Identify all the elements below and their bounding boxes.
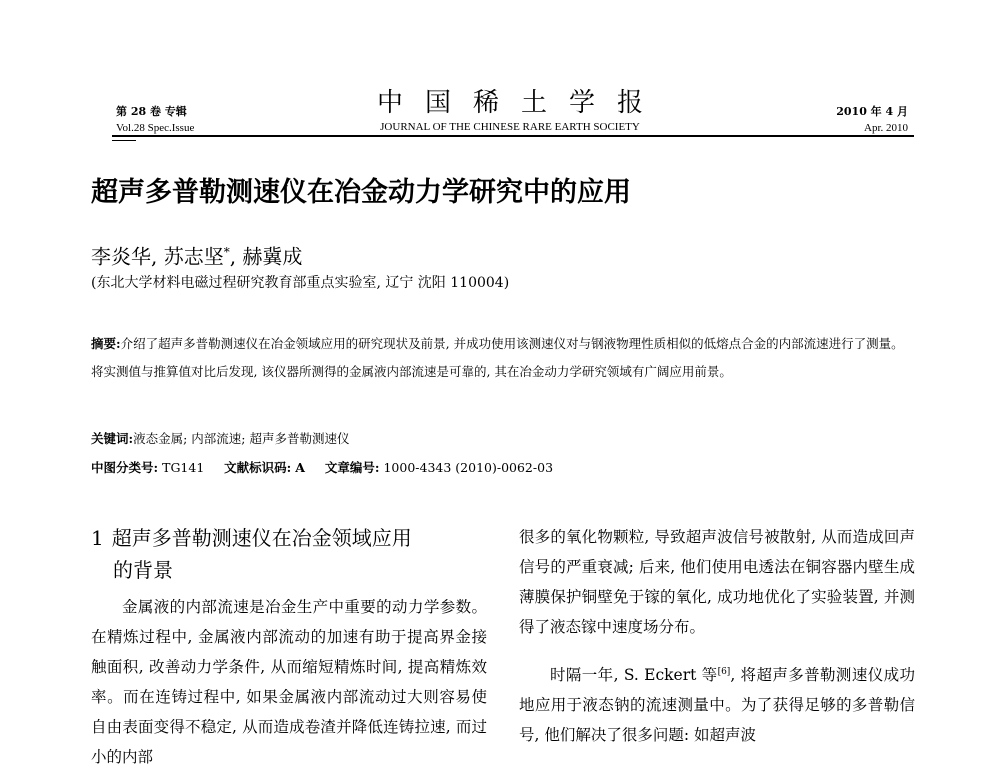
journal-title-en: JOURNAL OF THE CHINESE RARE EARTH SOCIETY (380, 121, 640, 133)
corresponding-author-mark: * (223, 245, 230, 259)
date-en: Apr. 2010 (864, 122, 908, 134)
abstract (91, 330, 911, 386)
section-title-line2: 的背景 (113, 558, 173, 582)
affiliation: (东北大学材料电磁过程研究教育部重点实验室, 辽宁 沈阳 110004) (91, 275, 510, 291)
keywords-text: 液态金属; 内部流速; 超声多普勒测速仪 (133, 431, 350, 446)
authors-last: , 赫冀成 (229, 244, 303, 269)
section-title-line1: 超声多普勒测速仪在冶金领域应用 (111, 526, 412, 550)
clc-value: TG141 (162, 460, 205, 475)
doc-code-label: 文献标识码: (224, 460, 292, 475)
header-rule (112, 135, 914, 137)
authors (91, 238, 302, 271)
journal-header (330, 86, 690, 134)
left-column (91, 522, 487, 772)
body-paragraph (519, 660, 915, 750)
abstract-label: 摘要: (91, 336, 121, 351)
classification-line (91, 458, 553, 478)
paragraph-text: 时隔一年, S. Eckert 等 (550, 666, 718, 684)
body-paragraph: 金属液的内部流速是冶金生产中重要的动力学参数。在精炼过程中, 金属液内部流动的加速有助于提高界金接触面积, 改善动力学条件, 从而缩短精炼时间, 提高精炼效率。而在连铸过程中, 如果金属液内部流动过大则容易使自由表面变得不稳定, 从而造成卷渣并降低连铸拉速, 而过小的内部 (91, 598, 487, 766)
abstract-text: 介绍了超声多普勒测速仪在冶金领域应用的研究现状及前景, 并成功使用该测速仪对与钢液物理性质相似的低熔点合金的内部流速进行了测量。将实测值与推算值对比后发现, 该仪器所测得的金属液内部流速是可靠的, 其在冶金动力学研究领域有广阔应用前景。 (91, 336, 904, 379)
volume-info (116, 104, 194, 136)
article-id-value: 1000-4343 (2010)-0062-03 (383, 460, 554, 475)
reference-mark: [6] (717, 666, 731, 677)
body-paragraph: 很多的氧化物颗粒, 导致超声波信号被散射, 从而造成回声信号的严重衰减; 后来, 他们使用电透法在铜容器内壁生成薄膜保护铜壁免于镓的氧化, 成功地优化了实验装置, 并测得了液态镓中速度场分布。 (519, 528, 915, 636)
section-number: 1 (91, 526, 104, 550)
article-title: 超声多普勒测速仪在冶金动力学研究中的应用 (91, 177, 631, 208)
keywords-label: 关键词: (91, 431, 134, 446)
issue-date (836, 104, 908, 136)
clc-label: 中图分类号: (91, 460, 159, 475)
header-rule-short (112, 140, 136, 141)
article-id-label: 文章编号: (324, 460, 380, 475)
doc-code-value: A (295, 460, 305, 475)
volume-cn: 第 28 卷 专辑 (116, 105, 187, 118)
date-cn: 2010 年 4 月 (836, 105, 908, 118)
journal-title-cn: 中国稀土学报 (376, 88, 665, 118)
authors-first: 李炎华, 苏志坚 (91, 244, 224, 269)
section-1-heading (91, 522, 487, 586)
paragraph-text: , 将超声多普勒测速仪成功地应用于液态钠的流速测量中。为了获得足够的多普勒信号, 他们解决了很多问题: 如超声波 (519, 666, 916, 744)
right-column (519, 522, 915, 750)
keywords (91, 429, 350, 449)
volume-en: Vol.28 Spec.Issue (116, 122, 195, 134)
